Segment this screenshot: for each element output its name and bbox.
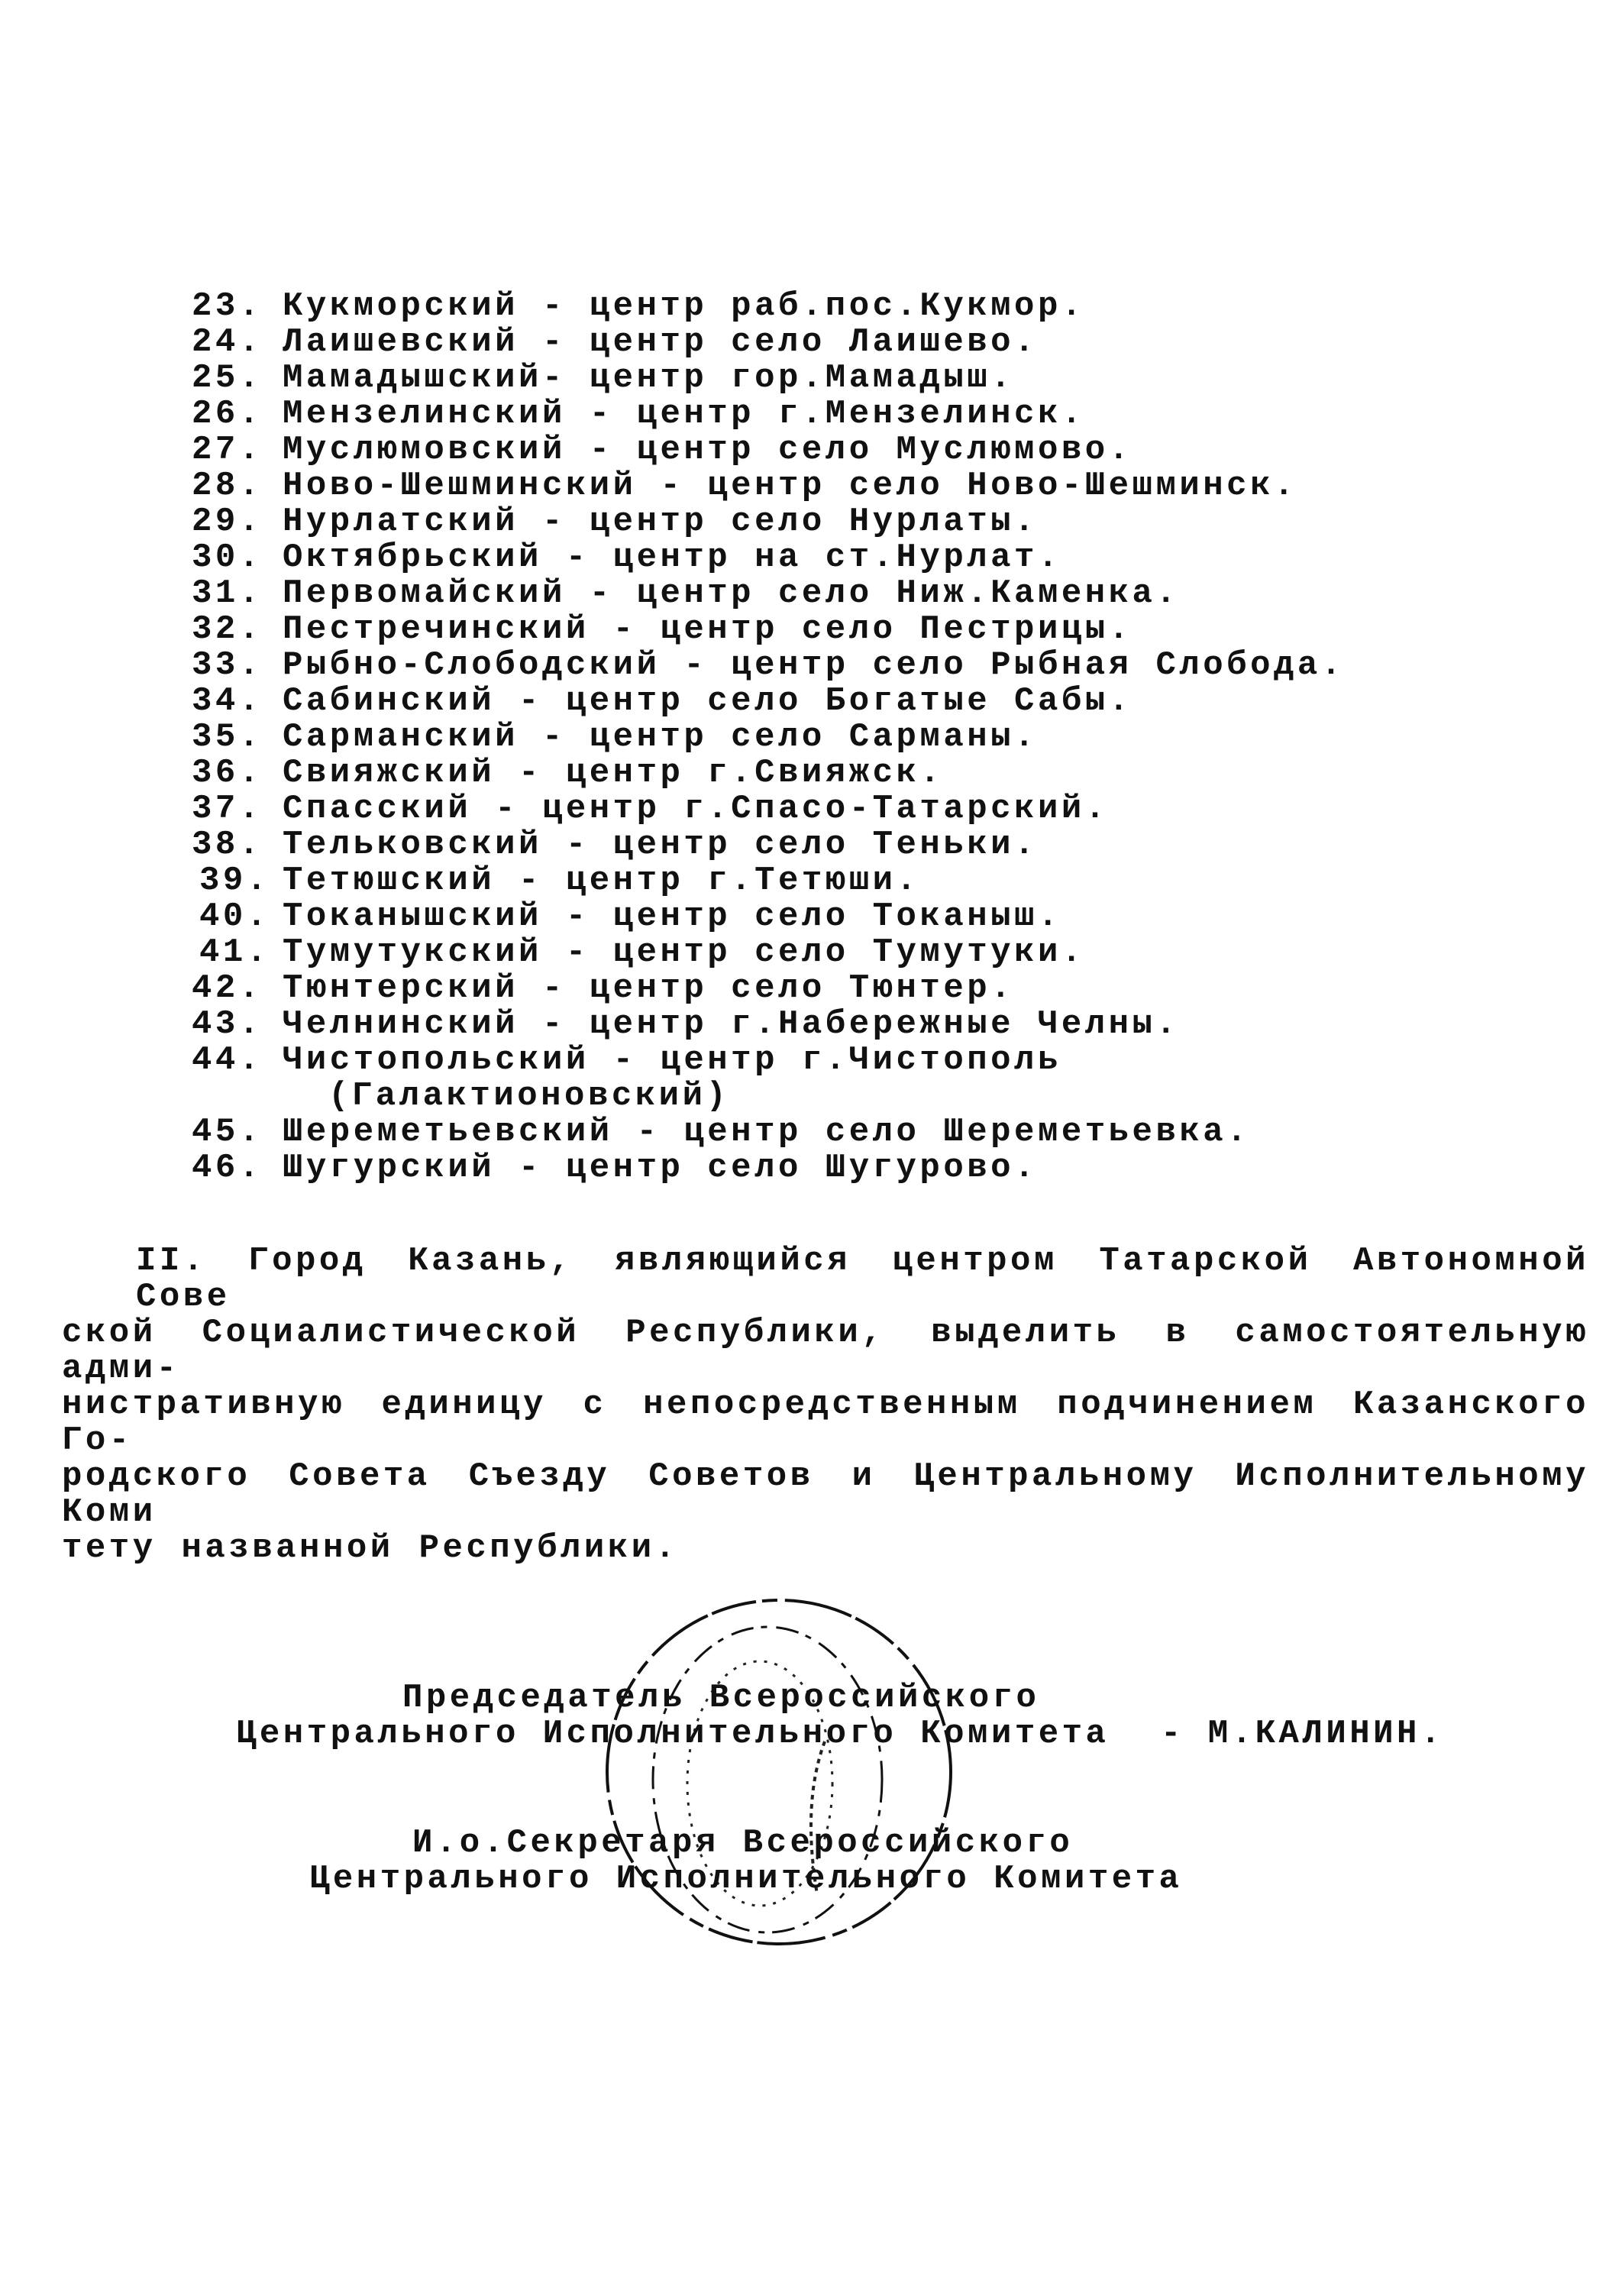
district-number: 23.: [192, 287, 263, 325]
district-item: [192, 935, 1345, 971]
district-text: Кукморский - центр раб.пос.Кукмор.: [283, 287, 1085, 325]
district-number: 34.: [192, 682, 263, 720]
district-text: Муслюмовский - центр село Муслюмово.: [283, 431, 1132, 469]
district-item: [192, 1114, 1345, 1150]
district-item: [192, 1007, 1345, 1043]
district-text: Челнинский - центр г.Набережные Челны.: [283, 1005, 1180, 1043]
district-text: Октябрьский - центр на ст.Нурлат.: [283, 538, 1061, 577]
chairman-title-line2: Центрального Исполнительного Комитета: [236, 1715, 1110, 1753]
district-number: 37.: [192, 790, 263, 828]
district-text: Лаишевский - центр село Лаишево.: [283, 323, 1038, 361]
district-text: Шереметьевский - центр село Шереметьевка.: [283, 1113, 1251, 1151]
district-text: Нурлатский - центр село Нурлаты.: [283, 503, 1038, 541]
paragraph-line: тету названной Республики.: [62, 1529, 679, 1567]
district-item: [192, 612, 1345, 648]
district-text: Тюнтерский - центр село Тюнтер.: [283, 969, 1015, 1007]
district-text: Свияжский - центр г.Свияжск.: [283, 754, 944, 792]
district-number: 24.: [192, 323, 263, 361]
district-text: Первомайский - центр село Ниж.Каменка.: [283, 574, 1180, 613]
district-number: 44.: [192, 1041, 263, 1079]
district-text: Чистопольский - центр г.Чистополь: [283, 1041, 1061, 1079]
official-stamp-icon: [596, 1589, 962, 1955]
district-text: Токанышский - центр село Токаныш.: [283, 897, 1061, 936]
district-item: [192, 684, 1345, 720]
district-number: 32.: [192, 610, 263, 648]
district-item: [192, 396, 1345, 432]
district-item: [192, 504, 1345, 540]
district-text: Тельковский - центр село Теньки.: [283, 826, 1038, 864]
district-number: 40.: [199, 897, 270, 936]
district-item: [192, 1043, 1345, 1078]
district-text: Спасский - центр г.Спасо-Татарский.: [283, 790, 1109, 828]
district-text: Пестречинский - центр село Пестрицы.: [283, 610, 1132, 648]
district-number: 33.: [192, 646, 263, 684]
district-number: 30.: [192, 538, 263, 577]
district-text: Мензелинский - центр г.Мензелинск.: [283, 395, 1085, 433]
district-number: 45.: [192, 1113, 263, 1151]
district-item: [192, 361, 1345, 396]
district-item: [192, 289, 1345, 325]
district-item: [192, 325, 1345, 361]
chairman-name: - М.КАЛИНИН.: [1161, 1715, 1444, 1753]
district-number: 46.: [192, 1149, 263, 1187]
district-item: [192, 863, 1345, 899]
district-item: [192, 720, 1345, 755]
secretary-title-line2: Центрального Исполнительного Комитета: [309, 1860, 1183, 1898]
paragraph-kazan: [62, 1243, 1589, 1602]
district-item: [192, 432, 1345, 468]
district-text: Шугурский - центр село Шугурово.: [283, 1149, 1038, 1187]
district-number: 41.: [199, 933, 270, 972]
district-text: Тетюшский - центр г.Тетюши.: [283, 862, 920, 900]
district-number: 36.: [192, 754, 263, 792]
district-number: 35.: [192, 718, 263, 756]
district-text: Сарманский - центр село Сарманы.: [283, 718, 1038, 756]
district-item: [192, 540, 1345, 576]
district-number: 31.: [192, 574, 263, 613]
district-number: 27.: [192, 431, 263, 469]
district-text: Ново-Шешминский - центр село Ново-Шешминск.: [283, 467, 1297, 505]
district-text: Рыбно-Слободский - центр село Рыбная Слобода.: [283, 646, 1345, 684]
district-text: Мамадышский- центр гор.Мамадыш.: [283, 359, 1015, 397]
district-item: [192, 576, 1345, 612]
district-text-continuation: (Галактионовский): [328, 1077, 730, 1115]
district-item: [192, 648, 1345, 684]
district-item: [192, 899, 1345, 935]
district-item: [192, 468, 1345, 504]
district-text: Тумутукский - центр село Тумутуки.: [283, 933, 1085, 972]
district-number: 29.: [192, 503, 263, 541]
district-text: Сабинский - центр село Богатые Сабы.: [283, 682, 1132, 720]
secretary-title-line1: И.о.Секретаря Всероссийского: [412, 1824, 1074, 1862]
chairman-title-line1: Председатель Всероссийского: [402, 1679, 1040, 1717]
district-item: [192, 971, 1345, 1007]
spacer: [192, 1078, 283, 1114]
district-number: 43.: [192, 1005, 263, 1043]
district-number: 38.: [192, 826, 263, 864]
district-number: 25.: [192, 359, 263, 397]
paragraph-line: родского Совета Съезду Советов и Центральному Исполнительному Коми: [62, 1457, 1589, 1531]
district-number: 28.: [192, 467, 263, 505]
district-item: [192, 827, 1345, 863]
district-item: [192, 791, 1345, 827]
district-number: 26.: [192, 395, 263, 433]
district-item: [192, 755, 1345, 791]
district-number: 42.: [192, 969, 263, 1007]
district-number: 39.: [199, 862, 270, 900]
district-item-continuation: [192, 1078, 1345, 1114]
paragraph-line: II. Город Казань, являющийся центром Татарской Автономной Сове: [136, 1242, 1589, 1316]
district-item: [192, 1150, 1345, 1186]
district-list: [192, 289, 1345, 1186]
paragraph-line: ской Социалистической Республики, выделить в самостоятельную адми-: [62, 1314, 1589, 1388]
paragraph-line: нистративную единицу с непосредственным подчинением Казанского Го-: [62, 1386, 1589, 1460]
